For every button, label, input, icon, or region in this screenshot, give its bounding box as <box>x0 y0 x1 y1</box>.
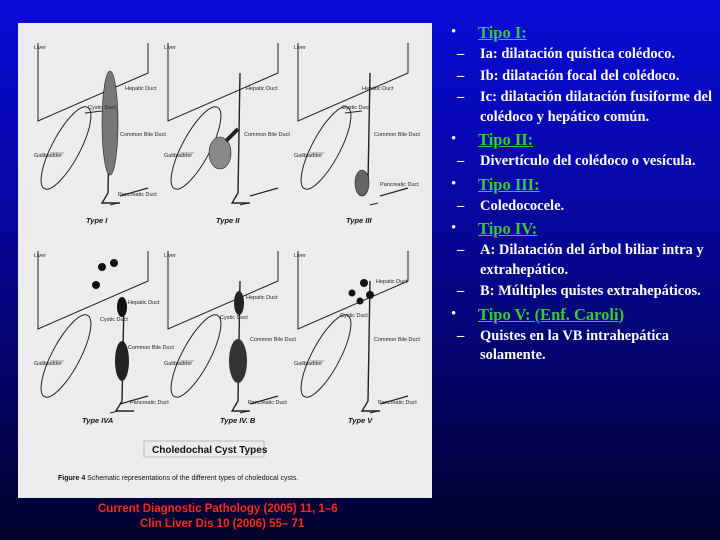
bullet-dot: • <box>451 24 457 40</box>
label-cystic-duct-4: Cystic Duct <box>100 317 128 323</box>
type-heading-5: Tipo V: (Enf. Caroli) <box>478 304 625 324</box>
choledochal-cyst-figure <box>18 23 432 498</box>
label-pancreatic-duct-5: Pancreatic Duct <box>248 400 287 406</box>
sub-item-1b <box>449 67 715 87</box>
label-pancreatic-duct-1: Pancreatic Duct <box>118 192 157 198</box>
sub-item-4b <box>449 282 715 302</box>
label-pancreatic-duct-3: Pancreatic Duct <box>380 182 419 188</box>
figure-main-title: Choledochal Cyst Types <box>152 445 268 456</box>
label-pancreatic-duct-4: Pancreatic Duct <box>130 400 169 406</box>
label-cystic-duct-6: Cystic Duct <box>340 313 368 319</box>
sub-item-1a <box>449 45 715 65</box>
label-cystic-duct-3: Cystic Duct <box>342 105 370 111</box>
type-label-6: Type V <box>348 416 373 425</box>
citation-2: Clin Liver Dis 10 (2006) 55– 71 <box>140 518 305 530</box>
type-item-2 <box>447 129 715 151</box>
type-heading-4: Tipo IV: <box>478 219 538 238</box>
sub-item-4a <box>449 241 715 280</box>
label-hepatic-duct-5: Hepatic Duct <box>246 295 278 301</box>
type-item-4 <box>447 218 715 240</box>
label-cystic-duct-5: Cystic Duct <box>220 315 248 321</box>
cyst-type-list <box>447 22 715 368</box>
label-hepatic-duct-2: Hepatic Duct <box>246 86 278 92</box>
sub-item-text: Ic: dilatación dilatación fusiforme del colédoco y hepático común. <box>480 89 712 125</box>
type-label-5: Type IV. B <box>220 416 256 425</box>
dash-marker: – <box>457 153 465 169</box>
sub-item-text: Ib: dilatación focal del colédoco. <box>480 67 680 84</box>
bullet-dot: • <box>451 131 457 147</box>
sub-item-5a <box>449 327 715 366</box>
sub-item-text: Quistes en la VB intrahepática solamente. <box>480 327 670 363</box>
label-gallbladder-4: Gallbladder <box>34 361 63 367</box>
sub-item-text: A: Dilatación del árbol biliar intra y extrahepático. <box>480 242 704 278</box>
label-gallbladder-1: Gallbladder <box>34 153 63 159</box>
bullet-dot: • <box>451 175 457 192</box>
label-liver-2: Liver <box>164 45 176 51</box>
type-label-2: Type II <box>216 216 240 225</box>
label-gallbladder-5: Gallbladder <box>164 361 193 367</box>
type-label-3: Type III <box>346 216 372 225</box>
sub-item-text: Divertículo del colédoco o vesícula. <box>480 153 696 169</box>
label-common-bile-duct-3: Common Bile Duct <box>374 132 420 138</box>
type-item-5 <box>447 304 715 326</box>
bullet-dot: • <box>451 220 457 236</box>
label-liver-3: Liver <box>294 45 306 51</box>
figure-caption-text: Schematic representations of the different types of choledocal cysts. <box>85 475 299 482</box>
label-pancreatic-duct-6: Pancreatic Duct <box>378 400 417 406</box>
label-common-bile-duct-5: Common Bile Duct <box>250 337 296 343</box>
label-common-bile-duct-1: Common Bile Duct <box>120 132 166 138</box>
type-heading-1: Tipo I: <box>478 23 527 42</box>
dash-marker: – <box>457 197 465 214</box>
label-common-bile-duct-4: Common Bile Duct <box>128 345 174 351</box>
label-hepatic-duct-3: Hepatic Duct <box>362 86 394 92</box>
dash-marker: – <box>457 242 465 258</box>
label-hepatic-duct-1: Hepatic Duct <box>125 86 157 92</box>
figure-caption-number: Figure 4 <box>58 475 86 482</box>
sub-item-text: Ia: dilatación quística colédoco. <box>480 46 675 62</box>
sub-item-text: Coledococele. <box>480 197 565 214</box>
sub-item-1c <box>449 88 715 127</box>
label-common-bile-duct-2: Common Bile Duct <box>244 132 290 138</box>
type-label-4: Type IVA <box>82 416 114 425</box>
sub-item-3a <box>449 197 715 217</box>
sub-item-2a <box>449 152 715 172</box>
type-heading-3: Tipo III: <box>478 174 540 194</box>
bullet-dot: • <box>451 305 457 322</box>
figure-caption <box>58 475 298 482</box>
dash-marker: – <box>457 46 465 62</box>
label-gallbladder-6: Gallbladder <box>294 361 323 367</box>
dash-marker: – <box>457 89 465 105</box>
type-item-3 <box>447 174 715 196</box>
label-liver-6: Liver <box>294 253 306 259</box>
label-gallbladder-2: Gallbladder <box>164 153 193 159</box>
label-liver-5: Liver <box>164 253 176 259</box>
type-item-1 <box>447 22 715 44</box>
dash-marker: – <box>457 327 465 344</box>
label-liver-1: Liver <box>34 45 46 51</box>
label-common-bile-duct-6: Common Bile Duct <box>374 337 420 343</box>
label-hepatic-duct-6: Hepatic Duct <box>376 279 408 285</box>
label-gallbladder-3: Gallbladder <box>294 153 323 159</box>
figure-drawing <box>18 23 432 498</box>
dash-marker: – <box>457 283 465 299</box>
dash-marker: – <box>457 67 465 84</box>
sub-item-text: B: Múltiples quistes extrahepáticos. <box>480 283 701 299</box>
type-label-1: Type I <box>86 216 108 225</box>
type-heading-2: Tipo II: <box>478 130 534 149</box>
label-cystic-duct-1: Cystic Duct <box>88 105 116 111</box>
label-liver-4: Liver <box>34 253 46 259</box>
citation-1: Current Diagnostic Pathology (2005) 11, 1–6 <box>98 503 338 515</box>
label-hepatic-duct-4: Hepatic Duct <box>128 300 160 306</box>
